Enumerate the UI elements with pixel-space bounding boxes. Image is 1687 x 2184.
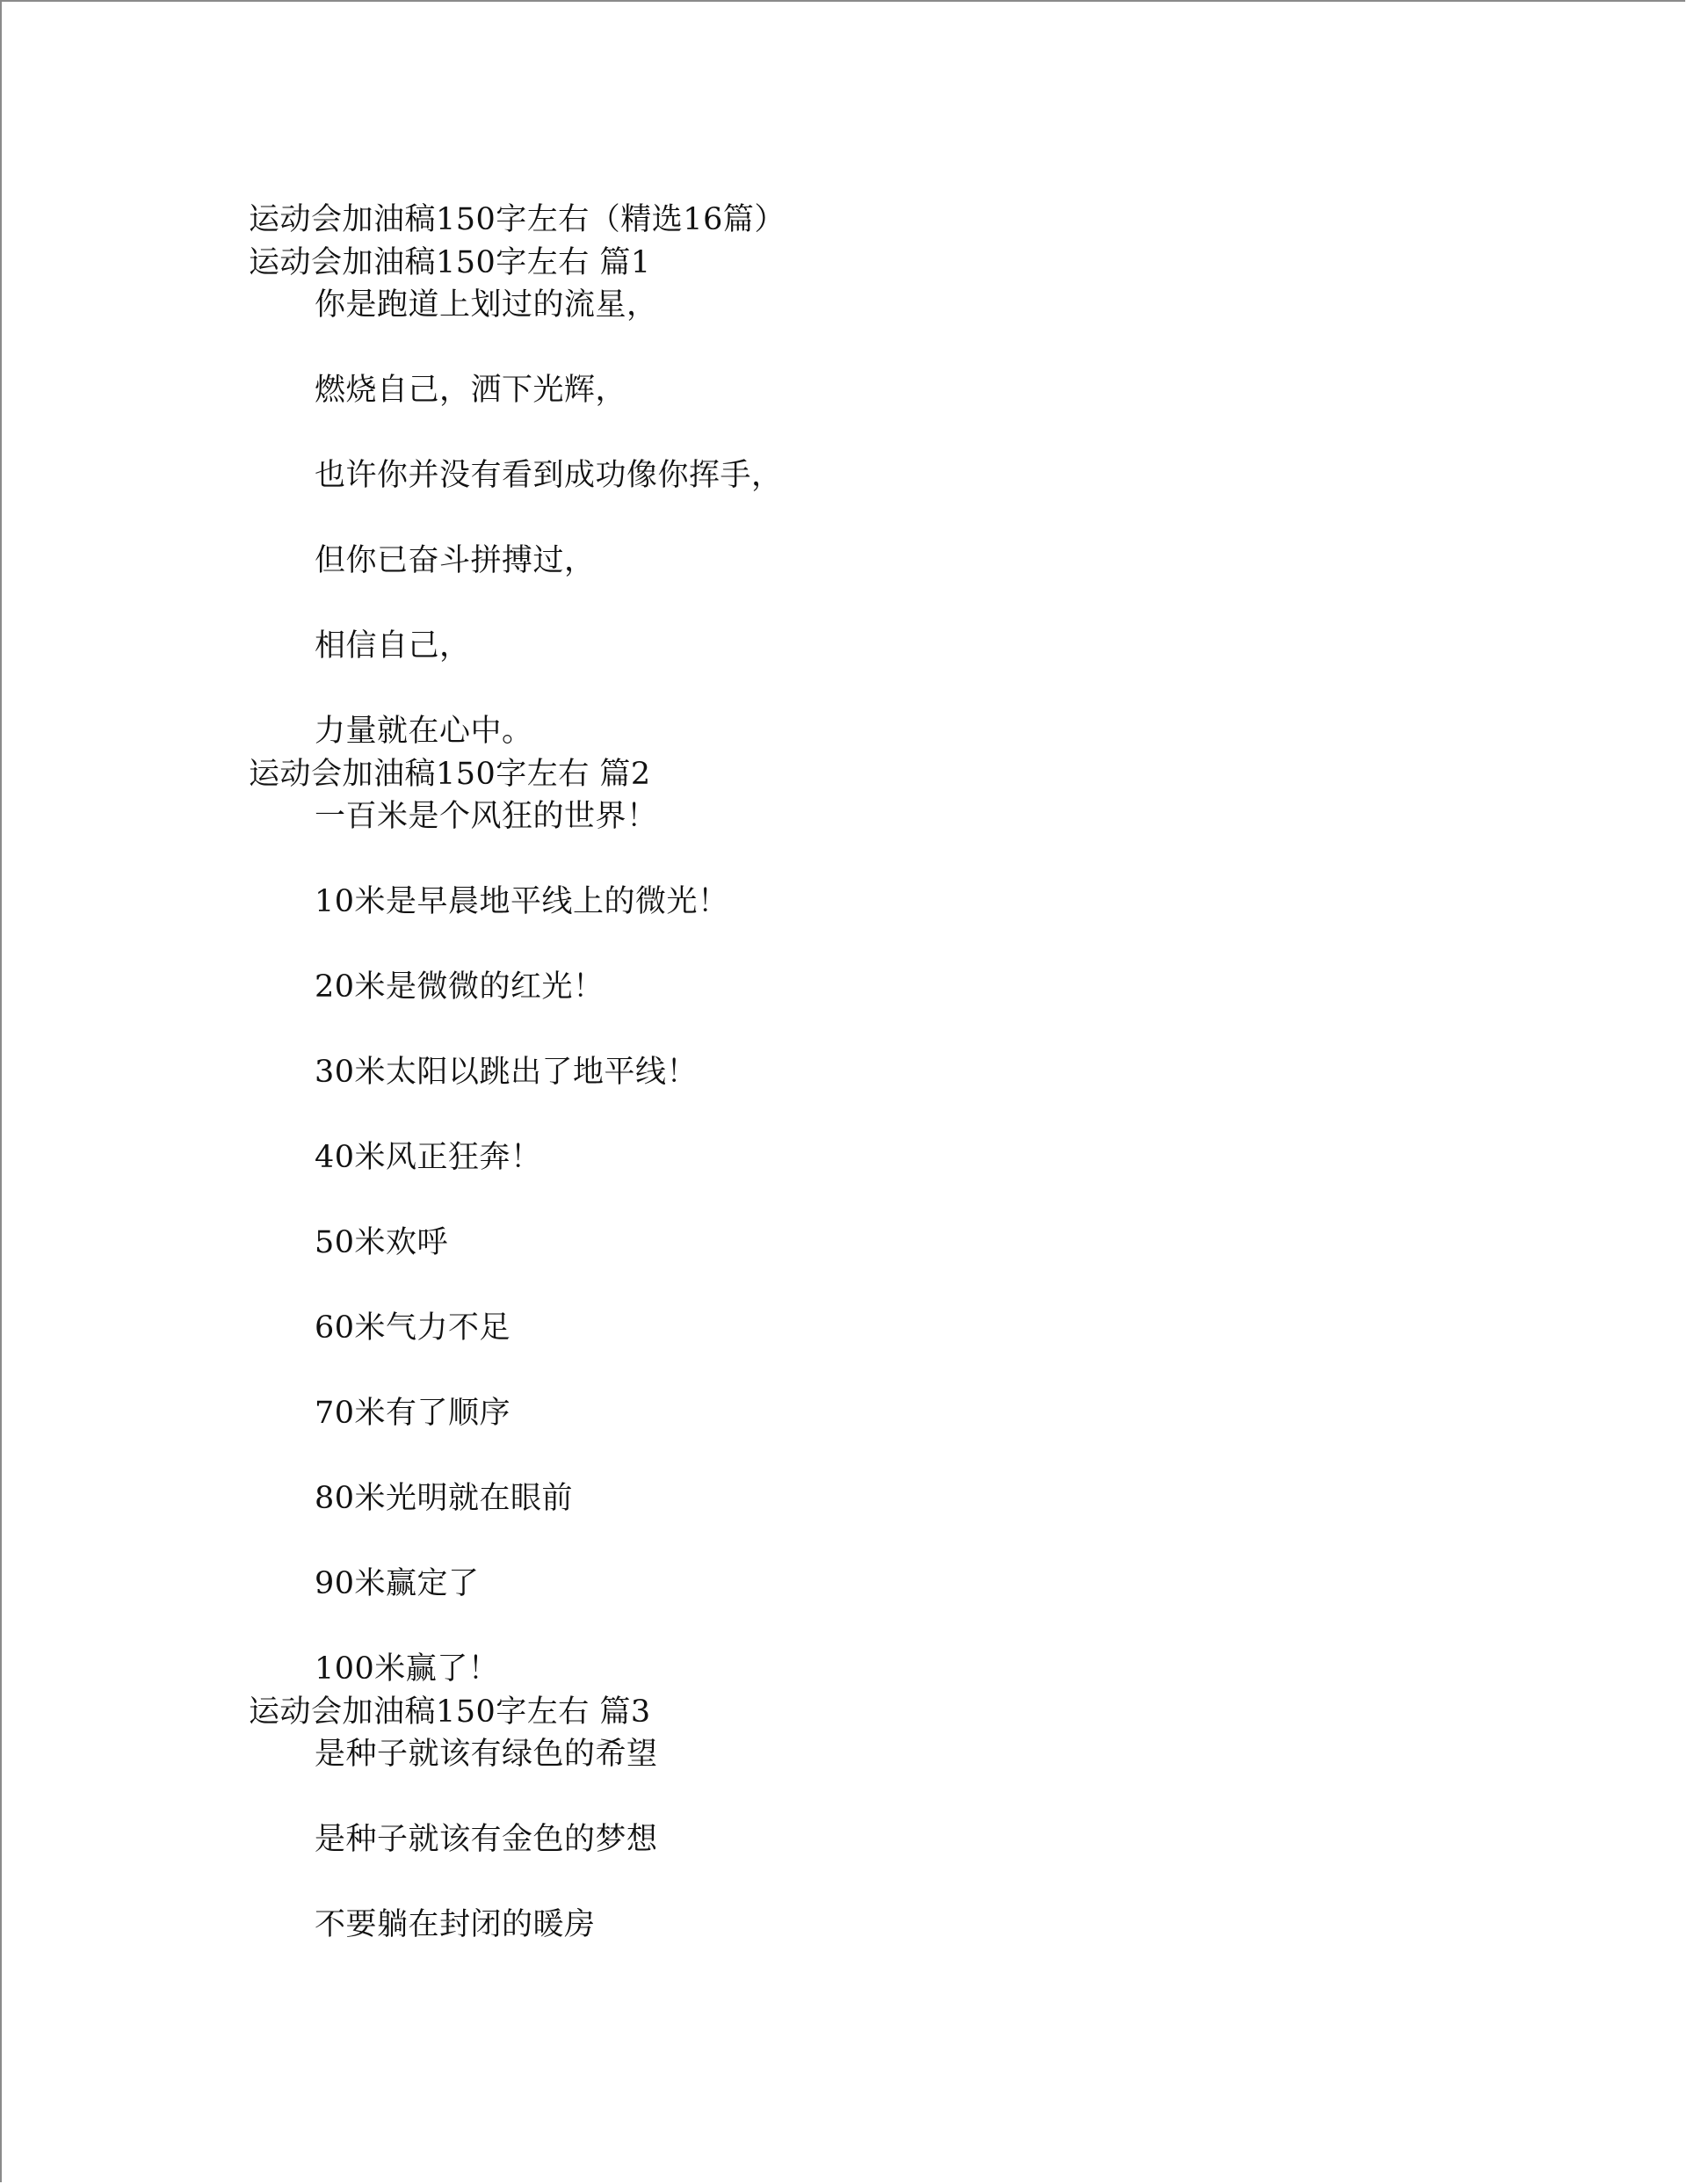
text-line: 但你已奋斗拼搏过， [315, 543, 596, 578]
document-body [249, 199, 1479, 1947]
text-line: 相信自己， [315, 628, 471, 664]
text-line: 60米气力不足 [315, 1310, 511, 1346]
text-line: 一百米是个风狂的世界！ [315, 799, 658, 834]
text-line: 也许你并没有看到成功像你挥手， [315, 458, 783, 493]
text-line: 是种子就该有金色的梦想 [315, 1822, 658, 1857]
text-line: 燃烧自己，洒下光辉， [315, 373, 627, 408]
section-heading: 运动会加油稿150字左右 篇3 [249, 1694, 651, 1730]
text-line: 70米有了顺序 [315, 1396, 511, 1431]
text-line: 力量就在心中。 [315, 714, 533, 749]
text-line: 100米赢了！ [315, 1651, 500, 1687]
document-title: 运动会加油稿150字左右（精选16篇） [249, 202, 786, 237]
text-line: 50米欢呼 [315, 1225, 449, 1260]
text-line: 90米赢定了 [315, 1566, 480, 1601]
text-line: 是种子就该有绿色的希望 [315, 1737, 658, 1772]
text-line: 不要躺在封闭的暖房 [315, 1907, 596, 1942]
text-line: 30米太阳以跳出了地平线！ [315, 1055, 699, 1090]
text-line: 10米是早晨地平线上的微光！ [315, 884, 729, 919]
text-line: 你是跑道上划过的流星， [315, 287, 658, 323]
section-heading: 运动会加油稿150字左右 篇2 [249, 756, 651, 792]
text-line: 80米光明就在眼前 [315, 1481, 574, 1516]
text-line: 20米是微微的红光！ [315, 969, 605, 1005]
text-line: 40米风正狂奔！ [315, 1140, 542, 1175]
section-heading: 运动会加油稿150字左右 篇1 [249, 244, 651, 280]
